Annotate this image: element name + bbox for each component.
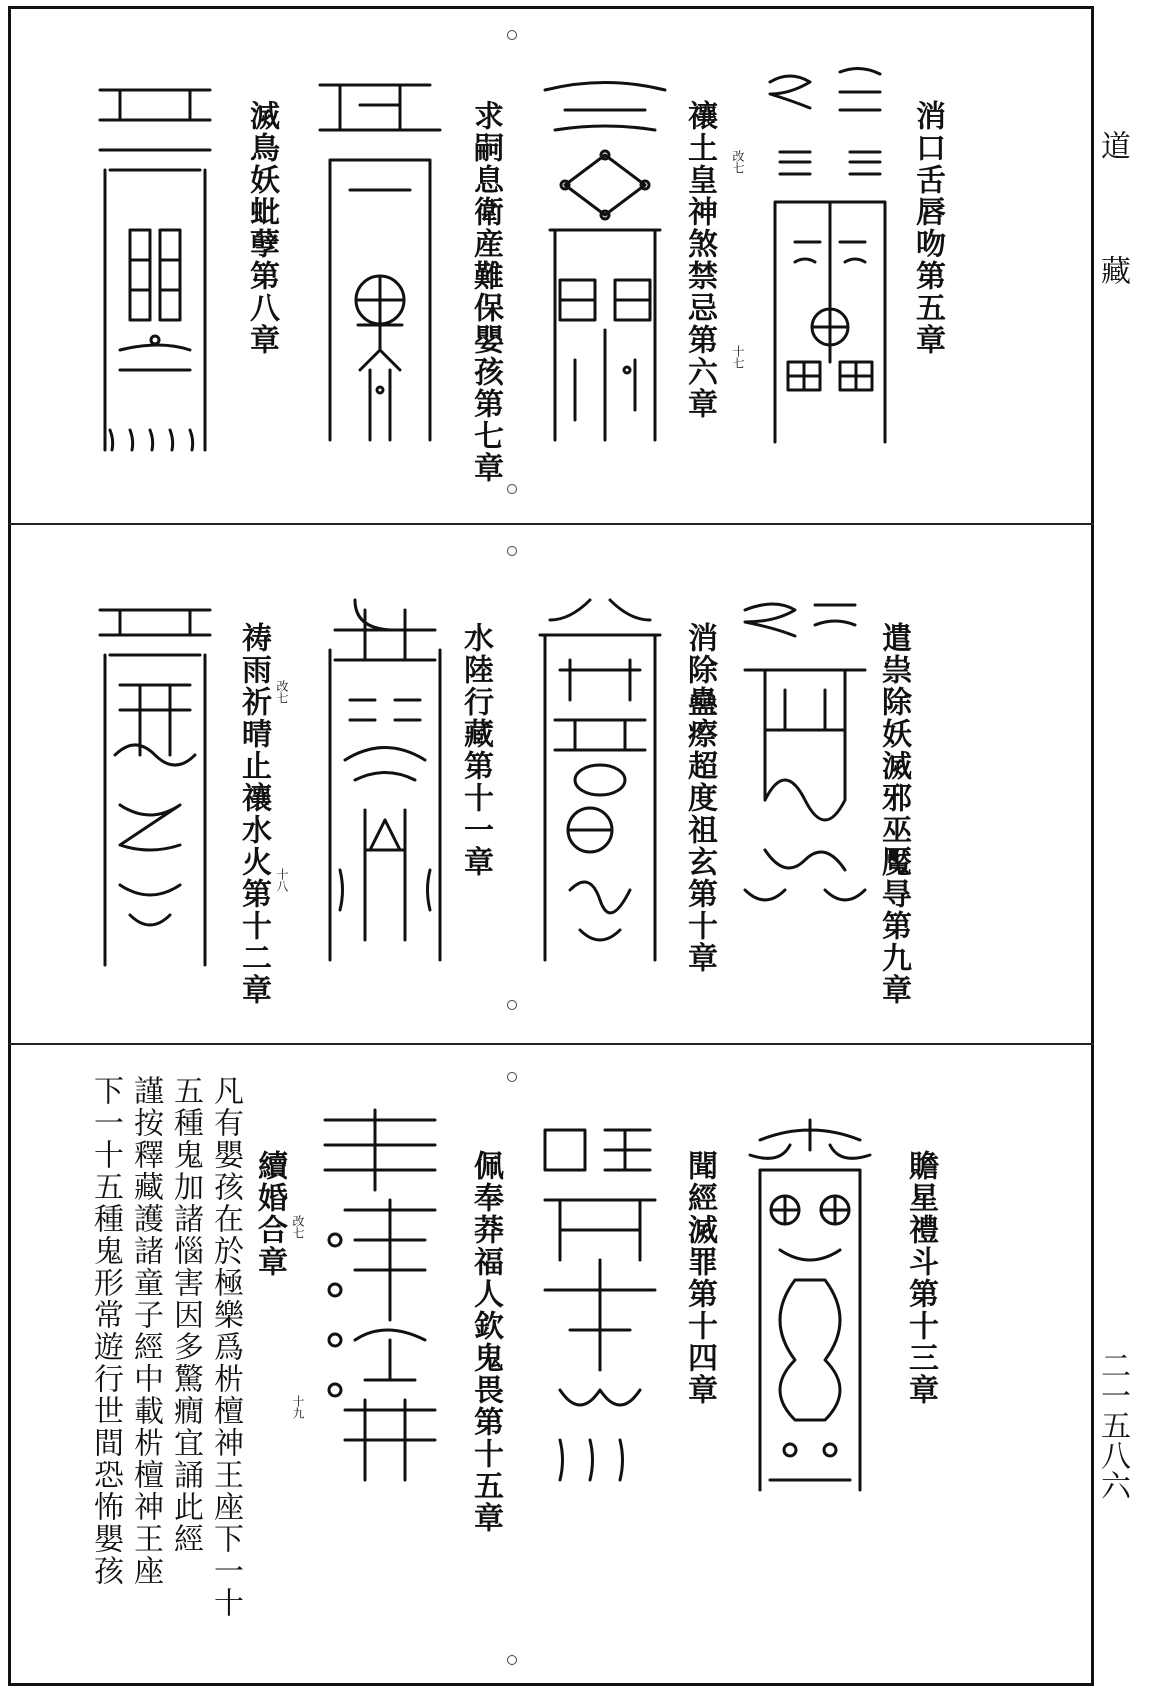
prose-column: 五種鬼加諸惱害因多驚癇宜誦此經 — [168, 1075, 203, 1555]
folio-note: 十八 — [275, 868, 289, 892]
talisman-seal — [310, 70, 450, 450]
prose-column: 下一十五種鬼形常遊行世間恐怖嬰孩 — [88, 1075, 123, 1587]
binding-hole — [507, 30, 517, 40]
margin-note: 改七 — [731, 150, 745, 174]
chapter-heading: 求嗣息衛産難保嬰孩第七章 — [468, 100, 503, 484]
chapter-heading: 贍星禮斗第十三章 — [903, 1150, 938, 1406]
margin-page-number: 二一五八六 — [1095, 1350, 1130, 1500]
margin-title: 道 — [1095, 130, 1130, 160]
chapter-heading: 祷雨祈晴止禳水火第十二章 — [236, 622, 271, 1006]
margin-note: 改七 — [291, 1215, 305, 1239]
panel-divider — [8, 523, 1094, 525]
chapter-heading: 水陸行藏第十一章 — [458, 622, 493, 878]
binding-hole — [507, 1000, 517, 1010]
talisman-seal — [735, 590, 875, 970]
folio-note: 十九 — [291, 1395, 305, 1419]
prose-column: 謹按釋藏護諸童子經中載㭊檀神王座 — [128, 1075, 163, 1587]
folio-note: 十七 — [731, 345, 745, 369]
margin-note: 改七 — [275, 680, 289, 704]
talisman-seal — [530, 590, 670, 970]
binding-hole — [507, 484, 517, 494]
talisman-seal — [535, 70, 675, 450]
talisman-seal — [530, 1110, 670, 1500]
chapter-heading: 佩奉莽福人欽鬼畏第十五章 — [468, 1150, 503, 1534]
binding-hole — [507, 546, 517, 556]
talisman-seal — [315, 590, 455, 970]
chapter-heading: 聞經滅罪第十四章 — [682, 1150, 717, 1406]
talisman-seal — [760, 62, 900, 452]
chapter-heading: 續婚合章 — [252, 1150, 287, 1278]
panel-divider — [8, 1043, 1094, 1045]
chapter-heading: 滅鳥妖蚍孽第八章 — [244, 100, 279, 356]
chapter-heading: 遣祟除妖滅邪巫魘㝵第九章 — [876, 622, 911, 1006]
chapter-heading: 消口舌唇吻第五章 — [910, 100, 945, 356]
talisman-seal — [740, 1110, 880, 1500]
binding-hole — [507, 1655, 517, 1665]
chapter-heading: 禳土皇神煞禁忌第六章 — [682, 100, 717, 420]
margin-title: 藏 — [1095, 255, 1130, 285]
talisman-seal — [90, 595, 220, 975]
chapter-heading: 消除蠱瘵超度祖玄第十章 — [682, 622, 717, 974]
talisman-seal — [315, 1100, 455, 1500]
talisman-seal — [90, 70, 220, 450]
prose-column: 凡有嬰孩在於極樂爲㭊檀神王座下一十 — [208, 1075, 243, 1619]
binding-hole — [507, 1072, 517, 1082]
